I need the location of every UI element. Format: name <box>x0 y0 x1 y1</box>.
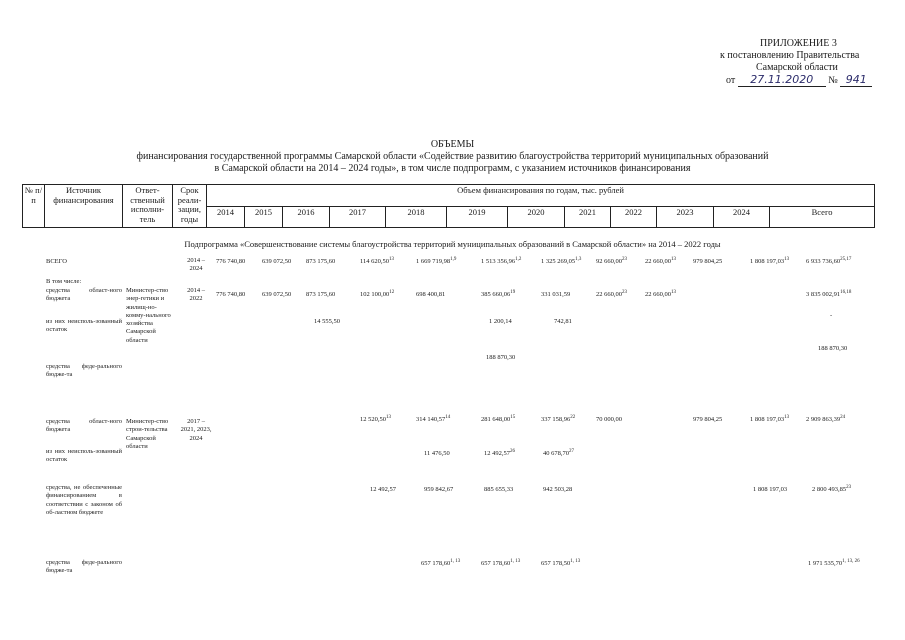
cell-regional-1-2018: 698 400,81 <box>416 291 446 298</box>
col-year: 2023 <box>657 206 714 228</box>
cell-federal-1-total: 188 870,30 <box>818 345 848 352</box>
col-num: № п/п <box>23 185 45 228</box>
cell-total-Всего: 6 933 736,60$^{25,17}$ <box>806 256 852 265</box>
resolution-ref: к постановлению Правительства <box>720 50 860 61</box>
cell-total-2016: 873 175,60 <box>306 258 336 265</box>
cell-unfunded-2017: 12 492,57 <box>370 486 396 493</box>
col-executor: Ответ-ственный исполни-тель <box>123 185 173 228</box>
date-handwritten: 27.11.2020 <box>738 74 826 87</box>
col-year: 2024 <box>714 206 770 228</box>
cell-unused-1-2020: 742,81 <box>554 318 572 325</box>
cell-total-2015: 639 072,50 <box>262 258 292 265</box>
cell-federal-2-2018: 657 178,60$^{1, 13}$ <box>421 558 461 567</box>
col-year: 2019 <box>447 206 508 228</box>
cell-regional-2-Всего: 2 909 863,39$^{24}$ <box>806 414 846 423</box>
cell-regional-1-2022: 22 660,00$^{13}$ <box>645 289 676 298</box>
region-name: Самарской области <box>756 62 838 73</box>
cell-federal-1-2019: 188 870,30 <box>486 354 516 361</box>
row-regional-2-label: средства област-ного бюджета <box>46 418 122 434</box>
doc-title: ОБЪЕМЫ <box>430 139 475 150</box>
cell-unused-1-total: - <box>830 312 833 319</box>
date-prefix: от <box>726 75 736 86</box>
cell-federal-2-2020: 657 178,50$^{1, 13}$ <box>541 558 581 567</box>
cell-unfunded-2019: 885 655,33 <box>484 486 514 493</box>
cell-total-2020: 1 325 269,05$^{1,3}$ <box>541 256 582 265</box>
col-year: 2015 <box>245 206 283 228</box>
cell-total-2014: 776 740,80 <box>216 258 246 265</box>
cell-unfunded-2024: 1 808 197,03 <box>753 486 788 493</box>
col-year: 2021 <box>565 206 611 228</box>
row-total-label: ВСЕГО <box>46 258 67 265</box>
col-year: 2022 <box>611 206 657 228</box>
subprogram-title: Подпрограмма «Совершенствование системы благоустройства территорий муниципальных образований в Самарской области» на 2014 – 2022 годы <box>184 239 721 249</box>
cell-unused-1-2019: 1 200,14 <box>489 318 512 325</box>
col-group-volume: Объем финансирования по годам, тыс. рублей <box>207 185 875 207</box>
row-regional-1-label: средства област-ного бюджета <box>46 287 122 303</box>
cell-regional-1-2019: 385 660,06$^{19}$ <box>481 289 516 298</box>
number-prefix: № <box>828 75 838 86</box>
cell-regional-2-2023: 979 804,25 <box>693 416 723 423</box>
cell-total-2021: 92 660,00$^{23}$ <box>596 256 627 265</box>
row-unused-1-label: из них неисполь-зованный остаток <box>46 318 122 334</box>
cell-regional-1-2016: 873 175,60 <box>306 291 336 298</box>
cell-total-2023: 979 804,25 <box>693 258 723 265</box>
cell-total-2019: 1 513 356,96$^{1,2}$ <box>481 256 522 265</box>
cell-regional-1-2020: 331 031,59 <box>541 291 571 298</box>
row-regional-2-term: 2017 – 2021, 2023, 2024 <box>180 418 212 442</box>
cell-total-2017: 114 620,50$^{13}$ <box>360 256 395 265</box>
cell-unfunded-2020: 942 503,28 <box>543 486 573 493</box>
date-line <box>726 74 872 87</box>
cell-regional-2-2017: 12 520,50$^{13}$ <box>360 414 391 423</box>
row-regional-1-term: 2014 – 2022 <box>187 287 205 303</box>
cell-unused-2-2018: 11 476,50 <box>424 450 450 457</box>
row-unfunded-label: средства, не обеспеченные финансированием в соответствии с законом об об-ластном бюджете <box>46 484 122 516</box>
col-year: 2020 <box>508 206 565 228</box>
col-year: 2016 <box>283 206 330 228</box>
row-regional-1-executor: Министер-ство энер-гетики и жилищ-но-комму-нального хозяйства Самарской области <box>126 287 171 344</box>
row-total-term: 2014 – 2024 <box>187 257 205 273</box>
cell-regional-1-Всего: 3 835 002,91$^{16,18}$ <box>806 289 852 298</box>
col-source: Источник финансирования <box>45 185 123 228</box>
cell-federal-2-total: 1 971 535,70$^{1, 13, 26}$ <box>808 558 860 567</box>
cell-regional-2-2021: 70 000,00 <box>596 416 622 423</box>
col-total: Всего <box>770 206 875 228</box>
cell-federal-2-2019: 657 178,60$^{1, 13}$ <box>481 558 521 567</box>
cell-regional-2-2020: 337 158,96$^{22}$ <box>541 414 576 423</box>
row-federal-2-label: средства феде-рального бюдже-та <box>46 559 122 575</box>
doc-subtitle-2: в Самарской области на 2014 – 2024 годы», в том числе подпрограмм, с указанием источников финансирования <box>214 163 691 174</box>
doc-subtitle-1: финансирования государственной программы Самарской области «Содействие развитию благоустройства территорий муниципальных образований <box>136 151 769 162</box>
cell-regional-1-2014: 776 740,80 <box>216 291 246 298</box>
cell-unused-1-2016: 14 555,50 <box>314 318 340 325</box>
appendix-title: ПРИЛОЖЕНИЕ 3 <box>760 38 837 49</box>
cell-unfunded-2018: 959 842,67 <box>424 486 454 493</box>
cell-total-2022: 22 660,00$^{13}$ <box>645 256 676 265</box>
col-year: 2017 <box>330 206 386 228</box>
in-that-number-label: В том числе: <box>46 278 82 285</box>
cell-unused-2-2019: 12 492,57$^{26}$ <box>484 448 515 457</box>
cell-total-2024: 1 808 197,03$^{13}$ <box>750 256 790 265</box>
cell-unfunded-total: 2 800 493,85$^{23}$ <box>812 484 852 493</box>
cell-unused-2-2020: 40 678,70$^{27}$ <box>543 448 574 457</box>
cell-regional-2-2024: 1 808 197,03$^{13}$ <box>750 414 790 423</box>
cell-total-2018: 1 669 719,98$^{1,9}$ <box>416 256 457 265</box>
col-term: Срок реали-зации, годы <box>173 185 207 228</box>
cell-regional-1-2015: 639 072,50 <box>262 291 292 298</box>
cell-regional-2-2018: 314 140,57$^{14}$ <box>416 414 451 423</box>
col-year: 2014 <box>207 206 245 228</box>
row-unused-2-label: из них неисполь-зованный остаток <box>46 448 122 464</box>
cell-regional-1-2017: 102 100,00$^{12}$ <box>360 289 395 298</box>
number-handwritten: 941 <box>840 74 872 87</box>
row-regional-2-executor: Министер-ство строи-тельства Самарской области <box>126 418 169 450</box>
row-federal-1-label: средства феде-рального бюдже-та <box>46 363 122 379</box>
cell-regional-2-2019: 281 648,00$^{15}$ <box>481 414 516 423</box>
col-year: 2018 <box>386 206 447 228</box>
cell-regional-1-2021: 22 660,00$^{23}$ <box>596 289 627 298</box>
financing-table-header <box>22 184 875 228</box>
